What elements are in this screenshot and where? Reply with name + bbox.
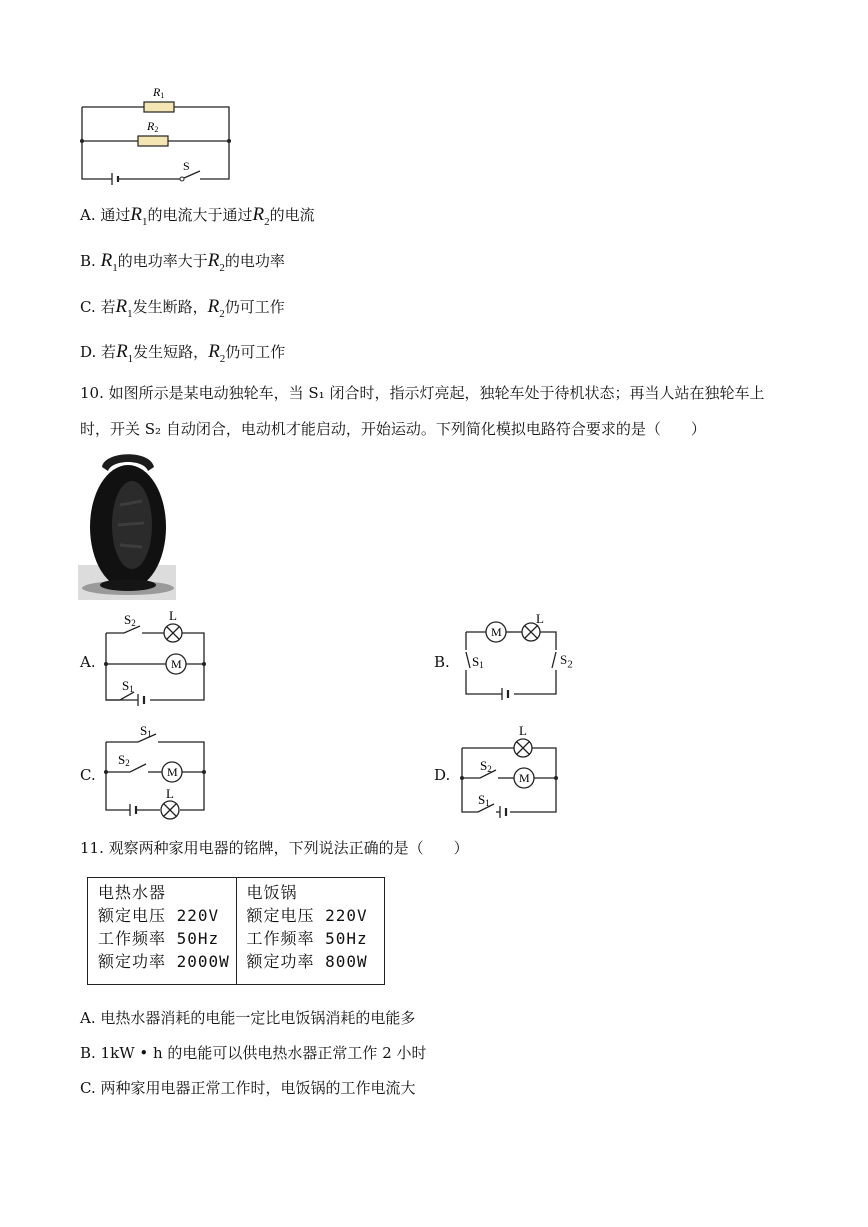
water-heater-nameplate: 电热水器 额定电压 220V 工作频率 50Hz 额定功率 2000W — [98, 883, 230, 971]
svg-text:M: M — [171, 657, 182, 671]
q9-option-d: D. 若$R_1$发生短路，$R_2$仍可工作 — [80, 341, 286, 365]
label-switch: S — [183, 159, 190, 173]
svg-text:S1: S1 — [140, 724, 152, 739]
q11-option-c: C. 两种家用电器正常工作时，电饭锅的工作电流大 — [80, 1079, 416, 1097]
q10-b-s2-label: $S_2$ — [560, 652, 573, 671]
svg-text:L: L — [169, 608, 177, 623]
q10-option-d-letter: D. — [434, 766, 451, 784]
q10-circuit-b — [458, 612, 562, 700]
svg-text:S1: S1 — [478, 792, 490, 808]
appliance-nameplates — [87, 877, 385, 985]
q9-option-a: A. 通过$R_1$的电流大于通过$R_2$的电流 — [80, 204, 315, 228]
svg-text:L: L — [536, 612, 544, 626]
label-r1: R1 — [153, 85, 165, 100]
svg-text:S1: S1 — [122, 678, 134, 694]
svg-text:L: L — [519, 723, 527, 738]
q10-circuit-d — [456, 722, 564, 822]
svg-text:M: M — [519, 771, 530, 785]
q10-circuit-a — [100, 608, 212, 708]
svg-text:S2: S2 — [480, 758, 492, 774]
q9-option-c: C. 若$R_1$发生断路，$R_2$仍可工作 — [80, 296, 285, 320]
label-r2: R2 — [147, 119, 159, 134]
q11-option-a: A. 电热水器消耗的电能一定比电饭锅消耗的电能多 — [80, 1009, 416, 1027]
svg-text:L: L — [166, 786, 174, 801]
svg-text:S1: S1 — [472, 654, 484, 670]
resistor-r2 — [138, 136, 168, 146]
q10-circuit-c — [100, 724, 212, 820]
q10-option-b-letter: B. — [434, 653, 450, 671]
svg-text:M: M — [491, 625, 502, 639]
resistor-r1 — [144, 102, 174, 112]
svg-text:S2: S2 — [124, 612, 136, 628]
q11-stem: 11. 观察两种家用电器的铭牌，下列说法正确的是（ ） — [80, 839, 469, 857]
q9-circuit-diagram — [72, 82, 242, 190]
q10-option-a-letter: A. — [80, 653, 96, 671]
q10-option-c-letter: C. — [80, 766, 96, 784]
q10-stem-line2: 时，开关 S₂ 自动闭合，电动机才能启动，开始运动。下列简化模拟电路符合要求的是（ ） — [80, 420, 706, 438]
rice-cooker-nameplate: 电饭锅 额定电压 220V 工作频率 50Hz 额定功率 800W — [236, 878, 385, 984]
svg-text:M: M — [167, 765, 178, 779]
unicycle-photo — [78, 445, 176, 600]
q10-stem-line1: 10. 如图所示是某电动独轮车，当 S₁ 闭合时，指示灯亮起，独轮车处于待机状态；再当人站在独轮车上 — [80, 384, 765, 402]
q9-option-b: B. $R_1$的电功率大于$R_2$的电功率 — [80, 250, 285, 274]
svg-text:S2: S2 — [118, 752, 130, 768]
q11-option-b: B. 1kW • h 的电能可以供电热水器正常工作 2 小时 — [80, 1044, 427, 1062]
